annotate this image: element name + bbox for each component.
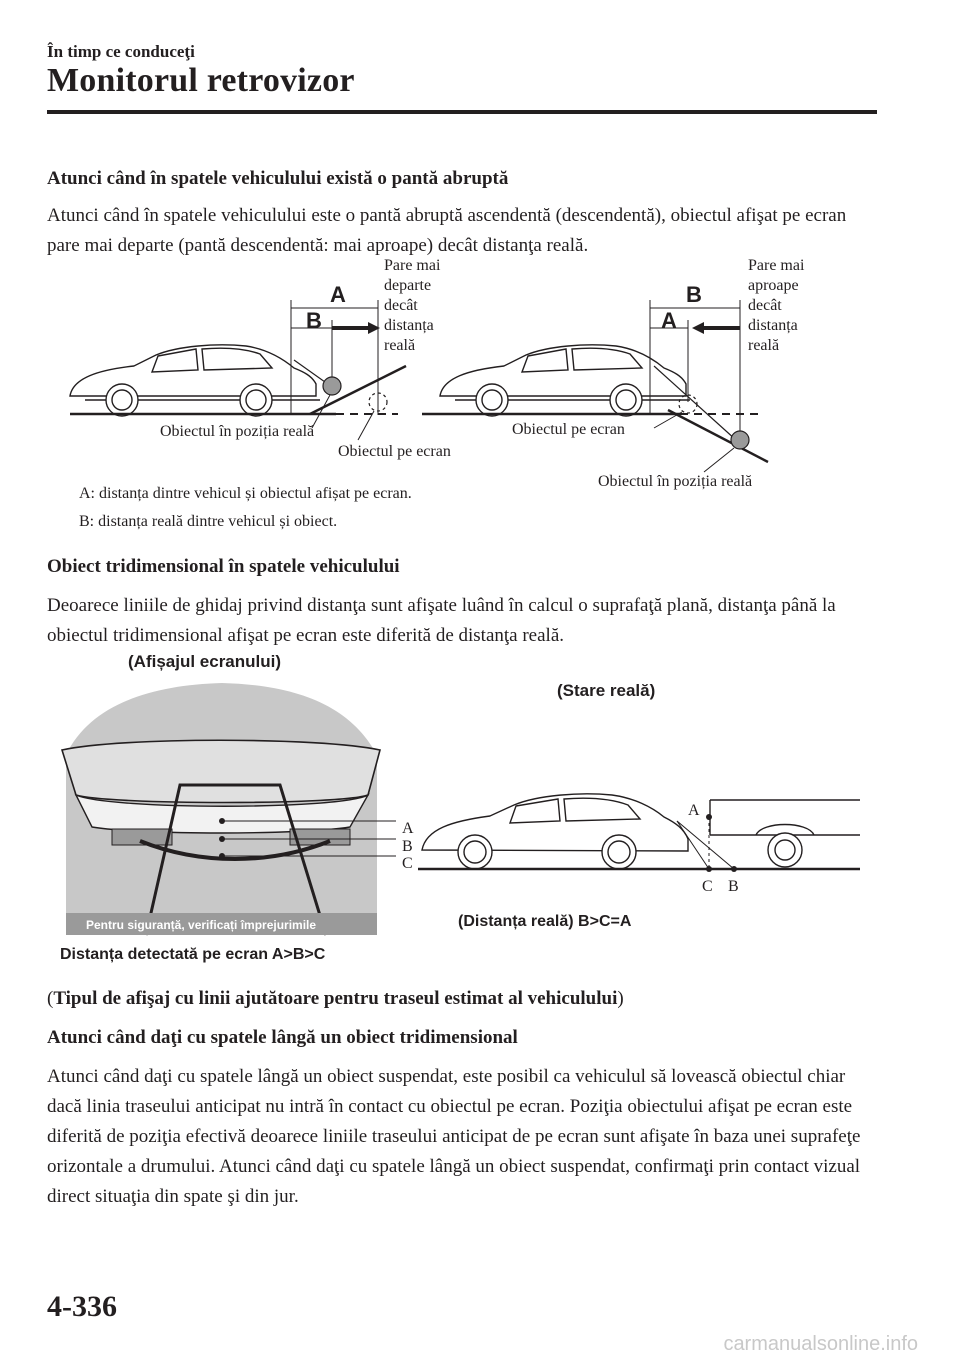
section-heading-slope: Atunci când în spatele vehiculului există o pantă abruptă: [47, 168, 509, 189]
section-paragraph-slope: Atunci când în spatele vehiculului este o pantă abruptă ascendentă (descendentă), obiectul afişat pe ecran pare mai departe (pantă descendentă: mai aproape) decât distanţa reală.: [47, 205, 847, 256]
left-real-position-label: Obiectul în poziția reală: [160, 423, 315, 440]
left-object-real: [323, 377, 341, 395]
chapter-label: În timp ce conduceţi: [47, 42, 195, 61]
section-paragraph-3d-object: Deoarece liniile de ghidaj privind distanţa sunt afişate luând în calcul o suprafaţă plană, distanţa până la obiectul tridimensional afişat pe ecran este diferită de distanţa reală.: [47, 595, 836, 646]
camera-screen: [62, 678, 380, 935]
left-label-b: B: [306, 308, 322, 333]
right-note-line-1: Pare mai: [748, 257, 805, 274]
real-distance-text: (Distanța reală) B>C=A: [458, 913, 632, 930]
screen-label-b: B: [402, 838, 413, 855]
paragraph-suspended-object: Atunci când daţi cu spatele lângă un obiect suspendat, este posibil ca vehiculul să lovească obiectul chiar dacă linia traseului anticipat nu intră în contact cu obiectul pe ecran. Poziţia obiectului afişat pe ecran este diferită de poziţia efectivă deoarece liniile traseului anticipat de pe ecran sunt afişate în baza unei suprafeţe orizontale a drumului. Atunci când daţi cu spatele lângă un obiect suspendat, confirmaţi prin contact vizual direct situaţia din spate şi din jur.: [47, 1066, 861, 1207]
left-note-line-2: departe: [384, 277, 432, 294]
real-label-a: A: [688, 802, 700, 819]
left-note-line-5: reală: [384, 337, 416, 354]
legend-a: A: distanța dintre vehicul și obiectul afișat pe ecran.: [79, 485, 412, 502]
right-note-line-4: distanța: [748, 317, 798, 334]
right-note-line-5: reală: [748, 337, 780, 354]
right-label-b: B: [686, 282, 702, 307]
screen-warning-text: Pentru siguranță, verificați împrejurimile: [86, 918, 317, 932]
right-note-line-3: decât: [748, 297, 782, 314]
slope-diagram: [40, 250, 860, 540]
real-label-b: B: [728, 878, 739, 895]
right-on-screen-label: Obiectul pe ecran: [512, 421, 625, 438]
right-label-a: A: [661, 308, 677, 333]
screen-distance-text: Distanța detectată pe ecran A>B>C: [60, 946, 326, 963]
watermark: carmanualsonline.info: [723, 1333, 918, 1355]
screen-label-a: A: [402, 820, 414, 837]
right-car-illustration: [440, 345, 690, 416]
header-rule: [47, 110, 877, 114]
right-real-position-label: Obiectul în poziția reală: [598, 473, 753, 490]
screen-label-c: C: [402, 855, 413, 872]
subheading-3d-object: Atunci când daţi cu spatele lângă un obiect tridimensional: [47, 1027, 518, 1048]
left-car-illustration: [70, 345, 320, 416]
trailer-illustration: [710, 800, 860, 867]
legend-b: B: distanța reală dintre vehicul și obiect.: [79, 513, 338, 530]
left-note-line-1: Pare mai: [384, 257, 441, 274]
left-note-line-3: decât: [384, 297, 418, 314]
3d-object-diagram: [50, 645, 870, 970]
page-title: Monitorul retrovizor: [47, 62, 355, 99]
right-object-real: [731, 431, 749, 449]
real-car-illustration: [422, 794, 688, 869]
section-heading-guide-type: (Tipul de afişaj cu linii ajutătoare pentru traseul estimat al vehiculului): [47, 988, 624, 1009]
real-label-c: C: [702, 878, 713, 895]
left-label-a: A: [330, 282, 346, 307]
screen-caption: (Afișajul ecranului): [128, 652, 282, 671]
page-number: 4-336: [47, 1290, 117, 1323]
left-note-line-4: distanța: [384, 317, 434, 334]
real-caption: (Stare reală): [557, 681, 656, 700]
right-note-line-2: aproape: [748, 277, 799, 294]
section-heading-3d-object: Obiect tridimensional în spatele vehiculului: [47, 556, 400, 577]
left-on-screen-label: Obiectul pe ecran: [338, 443, 451, 460]
